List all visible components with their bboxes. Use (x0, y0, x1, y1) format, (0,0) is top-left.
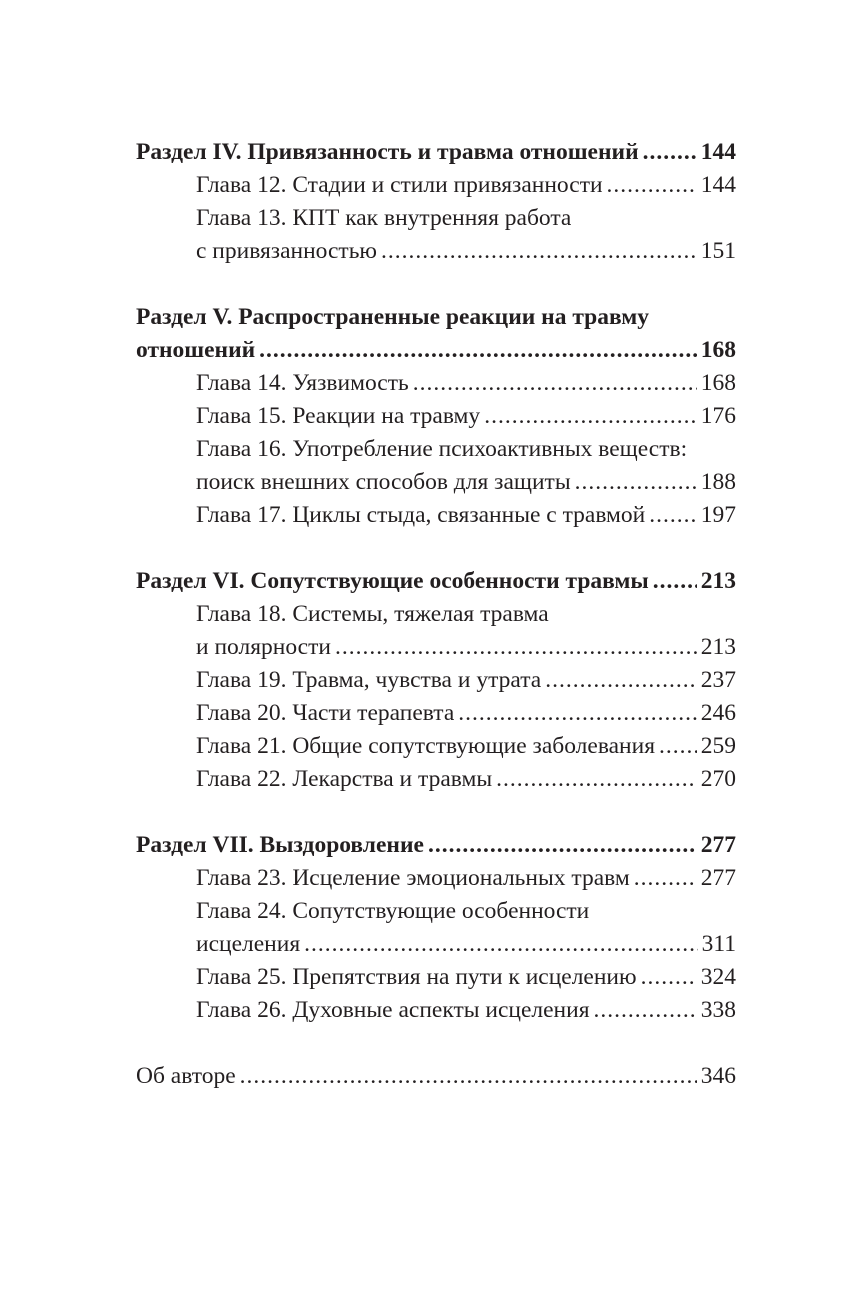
section-title: Раздел IV. Привязанность и травма отношений (136, 139, 639, 165)
toc-chapter-18-line1[interactable] (136, 598, 736, 631)
toc-chapter-24-line1[interactable] (136, 895, 736, 928)
dot-leader (545, 664, 697, 697)
spacer (136, 796, 736, 829)
toc-section-iv[interactable] (136, 136, 736, 169)
dot-leader (575, 466, 697, 499)
chapter-title: Глава 23. Исцеление эмоциональных травм (196, 865, 630, 891)
chapter-title: Глава 13. КПТ как внутренняя работа (196, 205, 572, 231)
page-number: 176 (700, 403, 736, 429)
dot-leader (594, 994, 697, 1027)
toc-chapter-20[interactable] (136, 697, 736, 730)
toc-chapter-13-line1[interactable] (136, 202, 736, 235)
toc-chapter-18[interactable] (136, 631, 736, 664)
chapter-title: Глава 25. Препятствия на пути к исцелению (196, 964, 637, 990)
table-of-contents (136, 136, 736, 1093)
toc-section-vii[interactable] (136, 829, 736, 862)
page-number: 144 (700, 172, 736, 198)
toc-chapter-25[interactable] (136, 961, 736, 994)
spacer (136, 1027, 736, 1060)
spacer (136, 268, 736, 301)
page-number: 246 (700, 700, 736, 726)
dot-leader (381, 235, 697, 268)
toc-chapter-15[interactable] (136, 400, 736, 433)
page-number: 168 (700, 370, 736, 396)
page-number: 168 (700, 337, 736, 363)
toc-chapter-21[interactable] (136, 730, 736, 763)
toc-chapter-22[interactable] (136, 763, 736, 796)
section-title-cont: отношений (136, 337, 256, 363)
section-title: Раздел VI. Сопутствующие особенности травмы (136, 568, 649, 594)
page-number: 324 (700, 964, 736, 990)
toc-chapter-16[interactable] (136, 466, 736, 499)
dot-leader (413, 367, 697, 400)
toc-chapter-26[interactable] (136, 994, 736, 1027)
chapter-title: Глава 17. Циклы стыда, связанные с травмой (196, 502, 646, 528)
dot-leader (240, 1060, 697, 1093)
dot-leader (643, 136, 697, 169)
dot-leader (659, 730, 697, 763)
chapter-title-cont: исцеления (196, 931, 301, 957)
toc-section-v-line1[interactable] (136, 301, 736, 334)
about-title: Об авторе (136, 1063, 236, 1089)
page-number: 277 (700, 832, 736, 858)
dot-leader (653, 565, 697, 598)
page-number: 311 (701, 931, 736, 957)
chapter-title: Глава 12. Стадии и стили привязанности (196, 172, 603, 198)
toc-about-author[interactable] (136, 1060, 736, 1093)
dot-leader (496, 763, 697, 796)
page-number: 270 (700, 766, 736, 792)
toc-chapter-23[interactable] (136, 862, 736, 895)
spacer (136, 532, 736, 565)
page-number: 338 (700, 997, 736, 1023)
page-number: 188 (700, 469, 736, 495)
toc-chapter-17[interactable] (136, 499, 736, 532)
dot-leader (484, 400, 697, 433)
chapter-title: Глава 20. Части терапевта (196, 700, 455, 726)
dot-leader (634, 862, 697, 895)
chapter-title: Глава 22. Лекарства и травмы (196, 766, 493, 792)
section-title: Раздел V. Распространенные реакции на травму (136, 304, 650, 330)
page-number: 151 (700, 238, 736, 264)
page-number: 259 (700, 733, 736, 759)
page-number: 197 (700, 502, 736, 528)
dot-leader (304, 928, 697, 961)
dot-leader (259, 334, 697, 367)
toc-chapter-16-line1[interactable] (136, 433, 736, 466)
chapter-title: Глава 19. Травма, чувства и утрата (196, 667, 542, 693)
page-number: 213 (700, 568, 736, 594)
dot-leader (428, 829, 697, 862)
toc-chapter-19[interactable] (136, 664, 736, 697)
chapter-title: Глава 15. Реакции на травму (196, 403, 481, 429)
chapter-title: Глава 16. Употребление психоактивных веществ: (196, 436, 688, 462)
toc-chapter-24[interactable] (136, 928, 736, 961)
toc-chapter-13[interactable] (136, 235, 736, 268)
page-number: 346 (700, 1063, 736, 1089)
dot-leader (335, 631, 697, 664)
toc-section-v[interactable] (136, 334, 736, 367)
chapter-title-cont: с привязанностью (196, 238, 377, 264)
page-number: 213 (700, 634, 736, 660)
chapter-title-cont: и полярности (196, 634, 331, 660)
chapter-title: Глава 26. Духовные аспекты исцеления (196, 997, 590, 1023)
chapter-title: Глава 21. Общие сопутствующие заболевания (196, 733, 656, 759)
dot-leader (649, 499, 697, 532)
chapter-title-cont: поиск внешних способов для защиты (196, 469, 571, 495)
dot-leader (458, 697, 697, 730)
page-number: 237 (700, 667, 736, 693)
toc-section-vi[interactable] (136, 565, 736, 598)
toc-chapter-14[interactable] (136, 367, 736, 400)
page-number: 144 (700, 139, 736, 165)
chapter-title: Глава 18. Системы, тяжелая травма (196, 601, 549, 627)
dot-leader (607, 169, 697, 202)
chapter-title: Глава 14. Уязвимость (196, 370, 409, 396)
dot-leader (641, 961, 697, 994)
chapter-title: Глава 24. Сопутствующие особенности (196, 898, 590, 924)
toc-chapter-12[interactable] (136, 169, 736, 202)
section-title: Раздел VII. Выздоровление (136, 832, 424, 858)
page-number: 277 (700, 865, 736, 891)
